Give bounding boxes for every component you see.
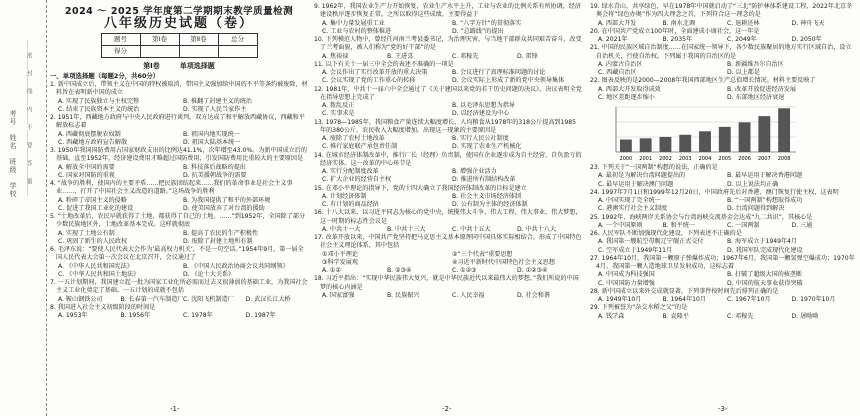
- answer-option[interactable]: B. 王进喜: [387, 52, 414, 60]
- score-cell[interactable]: [179, 45, 218, 57]
- answer-option[interactable]: C. 一国两制: [727, 221, 760, 229]
- question-stem: 21. 中国的民族区域自治制度……在国家统一领导下，各少数民族聚居的地方实行区域自治，设立自治机关，行使自治权。下列属于我国的自治区的是: [590, 44, 852, 60]
- answer-option[interactable]: C. 扩大企业的经营自主权: [322, 176, 392, 184]
- answer-option[interactable]: A. 集中力量发展重工业: [322, 19, 385, 27]
- answer-option[interactable]: A. 中国成为科技强国: [598, 271, 655, 279]
- answer-option[interactable]: D. 2050年: [791, 36, 822, 43]
- question-stem: 23. 下列关于“一国两制”构想的说法，正确的是: [590, 164, 718, 171]
- answer-options: [50, 131, 308, 148]
- answer-option[interactable]: A. 鞍山钢铁公司: [58, 295, 103, 303]
- question-stem: 14. 在城市经济体制改革中，推行厂长（经理）负责制，使国有企业逐步成为自主经营、自负盈亏的经济实体。这一改革的中心环节是: [314, 151, 582, 167]
- answer-option[interactable]: ③科学发展观: [322, 258, 358, 266]
- answer-option[interactable]: D. 以经济建设为中心: [452, 110, 510, 118]
- answer-option[interactable]: A. 解放全中国的需要: [58, 163, 115, 171]
- answer-options: [314, 193, 582, 201]
- score-cell[interactable]: [218, 45, 257, 57]
- student-info-fields: 考号 姓名 班级 学校: [9, 110, 17, 198]
- chart-tick-label: 2001: [639, 156, 653, 162]
- answer-option[interactable]: C. 促进了我国工业化的建设: [58, 204, 134, 212]
- answer-options: [590, 36, 856, 44]
- answer-option[interactable]: C. 《中华人民共和国土地法》: [58, 270, 140, 278]
- answer-option[interactable]: B. 袁隆平: [662, 312, 689, 320]
- answer-option[interactable]: D. 实现了农业生产机械化: [452, 143, 522, 151]
- answer-option[interactable]: A. 钱学森: [598, 312, 625, 320]
- binding-margin: [0, 0, 47, 416]
- answer-options: [314, 53, 582, 61]
- answer-option[interactable]: A. 实行分配制度改革: [322, 168, 379, 175]
- chart-bar: [660, 137, 672, 152]
- answer-option[interactable]: A. 会议作出了实行改革开放的重大决策: [322, 69, 428, 76]
- answer-option[interactable]: B. “八字方针”的贯彻落实: [452, 19, 522, 27]
- column-2: [314, 0, 582, 416]
- chart-tick-label: 2008: [777, 156, 791, 162]
- answer-option[interactable]: B. 提高了农民的生产积极性: [183, 229, 259, 237]
- question-list-3a: [590, 3, 856, 102]
- answer-option[interactable]: C. 港澳实行社会主义制度: [598, 205, 668, 213]
- answer-option[interactable]: C. 邓稼先: [727, 312, 754, 320]
- answer-options: [50, 271, 308, 279]
- question-stem: 1. 新中国成立后，带领主义在中国的特权被取消，带国主义强加给中国的不平等条约被废除，材料旨在表明新中国的成立: [50, 81, 308, 97]
- chart-tick-label: 2003: [678, 156, 692, 162]
- answer-option[interactable]: B. 实行人民公社制度: [452, 135, 509, 142]
- answer-option[interactable]: C. 西藏地方政府宣告解散: [58, 138, 128, 146]
- question-stem: 28. 新中国成立以来外交成就显著，下列事件按时间先后排列正确的是: [590, 287, 779, 295]
- answer-option[interactable]: C. 国家对国防的重视: [58, 171, 115, 179]
- answer-options: [590, 271, 856, 279]
- answer-option[interactable]: C. 空军成立于1949年11月: [598, 246, 673, 254]
- answer-options: [314, 201, 582, 209]
- chart-bar: [719, 127, 731, 152]
- answer-option[interactable]: A. 拨乱反正: [322, 102, 355, 109]
- answer-option[interactable]: C. 巩固了新生的人民政权: [58, 237, 128, 245]
- answer-options: [590, 280, 856, 288]
- answer-options: [314, 143, 582, 151]
- question-stem: 17. 改革开放以来，中国共产党坚持把马克思主义基本原理同中国具体实际相结合，形成了中国特色社会主义理论体系，其中包括: [314, 234, 582, 250]
- answer-option[interactable]: A. 实现了民族独立与主权完整: [58, 97, 140, 105]
- part-heading: 一、单项选择题（每题2分，共60分）: [50, 71, 160, 80]
- chart-bar: [739, 122, 751, 152]
- score-row-label: 得分: [101, 45, 140, 57]
- score-header-cell: 题号: [101, 33, 140, 45]
- question-stem: 25. 1992年，海峡两岸关系协会与台湾海峡交流基金会达成“九二共识”，其核心是: [590, 213, 813, 221]
- answer-option[interactable]: D. 祖国大陆基本统一: [183, 138, 241, 146]
- answer-option[interactable]: A. ①②: [322, 267, 341, 274]
- answer-option[interactable]: C. 中国国防力量增强: [598, 279, 655, 287]
- question-stem: 13. 1978—1985年，我国粮食产量连续大幅度增长，人均粮食从1978年的318公斤提高到1985年的380公斤，农民收入大幅度增加。出现这一现象的主要原因是: [314, 118, 577, 134]
- answer-option[interactable]: A. 西部大开发: [598, 19, 637, 27]
- answer-option[interactable]: A. 1953年: [58, 312, 88, 319]
- score-header-cell: 第Ⅱ卷: [179, 33, 218, 45]
- question-list-3b: [590, 164, 856, 321]
- answer-option[interactable]: D. 中共十八大: [517, 225, 557, 233]
- answer-option[interactable]: C. 西藏自治区: [598, 69, 637, 76]
- answer-option[interactable]: ④习近平新时代中国特色社会主义思想: [452, 258, 555, 266]
- answer-options: [314, 135, 582, 143]
- answer-option[interactable]: B. 2035年: [662, 36, 693, 43]
- question-stem: 8. 我国进入社会主义初级阶段的时间是: [50, 303, 156, 311]
- answer-option[interactable]: B. 海军成立于1949年4月: [727, 238, 798, 246]
- answer-option[interactable]: D. 1987年: [245, 312, 276, 319]
- answer-option[interactable]: B. 1964年10月: [662, 296, 707, 303]
- answer-option[interactable]: C. 有计划的商品经济: [322, 201, 379, 208]
- question-list-1: [50, 81, 308, 320]
- answer-options: [590, 20, 856, 28]
- answer-options: [314, 267, 582, 275]
- answer-options: [590, 181, 856, 189]
- chart-bar: [778, 108, 790, 152]
- question-stem: 24. 1997年7月1日和1999年12月20日，中国政府先后对香港、澳门恢复行使主权，这表明: [590, 188, 839, 196]
- answer-option[interactable]: B. 改革开放促进经济发展: [727, 85, 796, 93]
- question-stem: 26. 人民军队不断加强现代化建设，下列表述不正确的是: [590, 230, 742, 237]
- answer-option[interactable]: A. 《中华人民共和国宪法》: [58, 262, 133, 270]
- chart-bar: [679, 135, 691, 152]
- question-stem: 4. “战争的胜利，使国内的主要矛盾……把民族团结起来……我们的革命事业是社会主义事业……，打开了中国社会主义改造的道路。”这场战争的胜利: [50, 180, 293, 196]
- answer-option[interactable]: B. 为我国提供了和平的外部环境: [183, 196, 271, 204]
- question-stem: 15. 在邓小平理论的指导下，党的十四大确立了我国经济体制改革的目标是建立: [314, 184, 527, 192]
- chart-tick-label: 2002: [659, 156, 672, 162]
- answer-option[interactable]: B. 社会主义市场经济体制: [452, 192, 521, 200]
- question-stem: 9. 1962年，我国农业生产力开始恢复，农业生产水平上升，工业与农业的比例关系有所协调，经济建设秩序逐步恢复正常。之所以取得这些成绩，主要得益于: [314, 3, 582, 19]
- answer-option[interactable]: C. 结束了民族资本主义的统治: [58, 105, 140, 113]
- answer-options: [314, 226, 582, 234]
- answer-option[interactable]: D. 实现了人民当家作主: [183, 105, 247, 113]
- answer-options: [590, 313, 856, 321]
- answer-options: [50, 197, 308, 214]
- answer-options: [590, 247, 856, 255]
- answer-option[interactable]: C. 邓稼先: [452, 52, 479, 60]
- chart-bar: [699, 131, 711, 152]
- question-stem: 2. 1951年，西藏地方政府与中央人民政府进行谈判，双方达成了和平解放西藏协议，西藏和平解放标志着: [50, 114, 305, 130]
- answer-option[interactable]: A. 2021年: [598, 36, 628, 43]
- answer-option[interactable]: ②“三个代表”重要思想: [452, 250, 513, 258]
- answer-option[interactable]: C. ①②③: [452, 267, 477, 274]
- answer-option[interactable]: A. 国家富强: [322, 291, 355, 299]
- page-number: -1-: [170, 404, 180, 413]
- answer-option[interactable]: D. 1970年10月: [791, 296, 836, 303]
- chart-bar: [640, 138, 652, 152]
- answer-option[interactable]: B. 《中国人民政治协商会议共同纲领》: [183, 262, 289, 270]
- answer-option[interactable]: B. 打破了超级大国的核垄断: [727, 271, 803, 279]
- seal-line: ……密……封……线……内……不……要……答……题……: [25, 40, 32, 196]
- answer-options: [590, 172, 856, 180]
- answer-option[interactable]: D. 东部地区经济衰退: [727, 93, 785, 101]
- answer-option[interactable]: D. 屠呦呦: [791, 312, 819, 320]
- answer-option[interactable]: C. 人民幸福: [452, 291, 485, 299]
- answer-option[interactable]: B. 科技落后战略的提出: [183, 163, 246, 171]
- answer-option[interactable]: A. 中国实现了完全统一: [598, 197, 661, 204]
- answer-option[interactable]: A. 废除了农村土地改革: [322, 135, 385, 142]
- answer-option[interactable]: B. ②③④: [387, 267, 412, 274]
- answer-option[interactable]: D. 雷锋: [517, 52, 538, 60]
- answer-option[interactable]: B. 增强企业活力: [452, 168, 497, 175]
- question-stem: 12. 1981年，中共十一届六中全会通过了《关于建国以来党的若干历史问题的决议》，决议表明全党在指导思想上完成了: [314, 85, 582, 101]
- answer-option[interactable]: B. 长春第一汽车制造厂: [120, 295, 184, 303]
- answer-option[interactable]: B. 新疆维吾尔自治区: [727, 60, 784, 68]
- exam-term-title: 2024 ～ 2025 学年度第二学期期末教学质量检测: [64, 6, 294, 17]
- answer-option[interactable]: D. 神舟飞天: [791, 19, 825, 27]
- answer-option[interactable]: D. 以上都是: [727, 69, 760, 76]
- answer-option[interactable]: B. 1956年: [120, 312, 151, 319]
- answer-option[interactable]: D. ①②③④: [517, 267, 548, 274]
- chart-tick-label: 2000: [619, 156, 633, 162]
- answer-options: [50, 230, 308, 247]
- answer-option[interactable]: C. 1978年: [183, 312, 213, 319]
- answer-option[interactable]: C. 地区差距逐步缩小: [598, 93, 655, 101]
- answer-option[interactable]: D. 抗美援朝战争的需要: [183, 171, 247, 179]
- answer-option[interactable]: ①邓小平理论: [322, 250, 358, 258]
- answer-options: [590, 61, 856, 78]
- answer-options: [314, 251, 582, 268]
- answer-option[interactable]: C. 会议实现了党的工作重心的转移: [322, 77, 416, 85]
- answer-option[interactable]: A. 1949年10月: [598, 296, 642, 303]
- score-header-cell: 第Ⅰ卷: [140, 33, 179, 45]
- answer-option[interactable]: A. 实现了土地公有制: [58, 229, 115, 237]
- answer-option[interactable]: B. 推翻了封建主义的统治: [183, 97, 252, 105]
- question-stem: 22. 图表反映的是2000—2008年我国西部地区生产总值增长情况。材料主要反映了: [590, 77, 816, 85]
- chart-tick-label: 2006: [738, 156, 751, 162]
- column-1: [50, 0, 308, 416]
- answer-options: [590, 222, 856, 230]
- answer-option[interactable]: D. 推进所有制结构改革: [452, 176, 516, 184]
- answer-option[interactable]: A. 中共十一大: [322, 225, 361, 233]
- answer-option[interactable]: D. 三通: [791, 221, 813, 229]
- page-number: -3-: [718, 404, 728, 413]
- answer-options: [314, 110, 582, 118]
- answer-option[interactable]: D. “总路线”的提出: [452, 27, 504, 35]
- answer-options: [314, 168, 582, 176]
- answer-option[interactable]: C. 2049年: [727, 36, 757, 43]
- chart-tick-label: 2007: [757, 156, 771, 162]
- answer-options: [314, 176, 582, 184]
- score-table: [101, 33, 258, 58]
- chart-bar: [620, 140, 632, 152]
- answer-option[interactable]: A. 我国第一艘航空母舰辽宁舰正式交付: [598, 238, 704, 246]
- column-3: [590, 0, 856, 416]
- answer-options: [314, 102, 582, 110]
- answer-option[interactable]: B. 以毛泽东思想为指导: [452, 102, 515, 109]
- answer-options: [50, 312, 308, 320]
- question-stem: 20. 在中国共产党成立100年时，全面建成小康社会，这一年是: [590, 27, 760, 35]
- answer-option[interactable]: B. “一国两制”构想取得成功: [727, 197, 803, 204]
- answer-options: [50, 296, 308, 304]
- question-stem: 19. 绿水青山，共享绿色，早在1978年中国就启动了“三北”防护林体系建设工程，2022年北京冬奥会将“绿色办奥”作为四大理念之首，下列符合这一理念的是: [590, 3, 853, 19]
- answer-options: [50, 263, 308, 271]
- answer-option[interactable]: A. 最初是为解决台湾问题提出的: [598, 172, 686, 180]
- answer-options: [314, 20, 582, 28]
- answer-options: [590, 238, 856, 246]
- answer-option[interactable]: C. 1967年10月: [727, 296, 771, 303]
- question-stem: 27. 1964年10月，我国第一颗原子弹爆炸成功；1967年6月，我国第一颗氢弹空爆成功；1970年4月，我国第一颗人造地球卫星发射成功，这标志着: [590, 254, 855, 270]
- answer-options: [50, 98, 308, 115]
- answer-option[interactable]: D. 《论十大关系》: [183, 270, 235, 278]
- chart-bar: [758, 116, 770, 152]
- answer-option[interactable]: C. 沈阳飞机制造厂: [183, 295, 234, 303]
- answer-option[interactable]: C. 最早运用于解决澳门问题: [598, 180, 674, 188]
- question-list-2: [314, 3, 582, 300]
- chart-tick-label: 2005: [718, 156, 732, 162]
- answer-option[interactable]: D. 社会和谐: [517, 291, 550, 299]
- answer-option[interactable]: C. 实事求是: [322, 110, 355, 118]
- answer-option[interactable]: A. 粉碎了帝国主义的侵略: [58, 196, 127, 204]
- answer-option[interactable]: A. 内蒙古自治区: [598, 60, 643, 68]
- question-stem: 16. 十八大以来，以习近平同志为核心的党中央，统揽伟大斗争、伟大工程、伟大事业、伟大梦想，这一时期的标志性会议是: [314, 209, 582, 225]
- score-cell[interactable]: [140, 45, 179, 57]
- answer-option[interactable]: D. 中国的航天事业获得突破: [727, 279, 803, 287]
- answer-option[interactable]: B. 中共十三大: [387, 225, 426, 233]
- section-title: 第Ⅰ卷 单项选择题: [143, 61, 215, 70]
- answer-option[interactable]: C. 推行家庭联产承包责任制: [322, 143, 398, 151]
- question-stem: 29. 下列被誉为“杂交水稻之父”的是: [590, 304, 688, 312]
- answer-option[interactable]: D. 武汉长江大桥: [245, 295, 291, 303]
- answer-options: [314, 292, 582, 300]
- answer-options: [50, 164, 308, 181]
- gdp-bar-chart: [598, 104, 856, 162]
- answer-option[interactable]: D. 使美国放弃了对台湾的援助: [183, 204, 265, 212]
- page-number: -2-: [442, 404, 452, 413]
- answer-option[interactable]: D. 台湾问题得到解决: [727, 205, 785, 213]
- question-stem: 5. “土地改革后，农民早就获得了土地，都获得了自己的土地。……”到1952年，全国除了部分少数民族地区外，土地改革基本完成。这样就彻底: [50, 213, 306, 229]
- question-stem: 6. 毛泽东说：“要使人民代表大会作为‘最高权力机关’，不是一句空话。”1954年9月，第一届全国人民代表大会第一次会议在北京召开，会议通过了: [50, 246, 304, 262]
- answer-option[interactable]: B. 祖国内地实现统一: [183, 130, 240, 138]
- answer-options: [314, 77, 582, 85]
- answer-options: [590, 296, 856, 304]
- chart-tick-label: 2004: [698, 156, 712, 162]
- answer-option[interactable]: C. 工业与农村的整体推进: [322, 27, 392, 35]
- answer-options: [590, 205, 856, 213]
- answer-option[interactable]: D. 废除了封建土地所有制: [183, 237, 253, 245]
- bar-chart-svg: [598, 104, 798, 162]
- score-header-cell: 总分: [218, 33, 257, 45]
- answer-option[interactable]: A. 西藏彻底摆脱农奴制: [58, 130, 121, 138]
- answer-option[interactable]: A. 西部大开发取得成效: [598, 85, 661, 93]
- answer-option[interactable]: A. 计划经济体制: [322, 192, 367, 200]
- question-stem: 3. 1950年我国国防费用占国家财政支出的比例达41.1%，次年增至43.0%。为新中国成立后的基础，直至1952年，经济建设费用才略超过国防费用，引发国防费用比重较大的主要原因是: [50, 147, 307, 163]
- answer-option[interactable]: B. 最早运用于解决香港问题: [727, 172, 803, 180]
- answer-options: [590, 86, 856, 103]
- answer-option[interactable]: D. 我国军队完成现代化建设: [727, 246, 803, 254]
- question-stem: 10. 下列模范人物中，曾经任河南兰考县委书记，为治理灾害，与当地干部群众共同艰苦奋斗，改变了兰考面貌，被人们称为“党的好干部”的是: [314, 36, 582, 52]
- answer-option[interactable]: D. 会议实际上形成了新的党中央领导集体: [452, 77, 565, 85]
- answer-option[interactable]: A. 焦裕禄: [322, 52, 349, 60]
- question-stem: 18. 习近平指出：“实现中华民族伟大复兴，就是中华民族近代以来最伟大的梦想。”我们所说的中国梦的核心内涵是: [314, 275, 579, 291]
- question-stem: 7. 一五计划期间，我国建立起一批为国家工业化所必需而过去又很薄弱的基础工业，为我国社会主义工业化奠定了基础。一五计划的成就不包括: [50, 279, 308, 295]
- answer-option[interactable]: B. 民族振兴: [387, 291, 420, 299]
- answer-option[interactable]: B. 会议进行了真理标准问题的讨论: [452, 69, 546, 76]
- answer-option[interactable]: D. 以上说法均正确: [727, 180, 779, 188]
- answer-option[interactable]: B. 和平统一: [662, 221, 695, 229]
- answer-options: [314, 28, 582, 36]
- answer-option[interactable]: C. 退耕还林: [727, 19, 760, 27]
- question-stem: 11. 以下有关十一届三中全会的表述不准确的一项是: [314, 60, 454, 68]
- answer-option[interactable]: D. 公有制为主体的经济体制: [452, 201, 528, 208]
- answer-option[interactable]: B. 南水北调: [662, 19, 695, 27]
- answer-option[interactable]: C. 中共十五大: [452, 225, 491, 233]
- exam-subject-title: 八年级历史试题（卷）: [103, 16, 254, 32]
- answer-option[interactable]: A. 一个中国原则: [598, 221, 643, 229]
- answer-options: [314, 69, 582, 77]
- answer-options: [590, 197, 856, 205]
